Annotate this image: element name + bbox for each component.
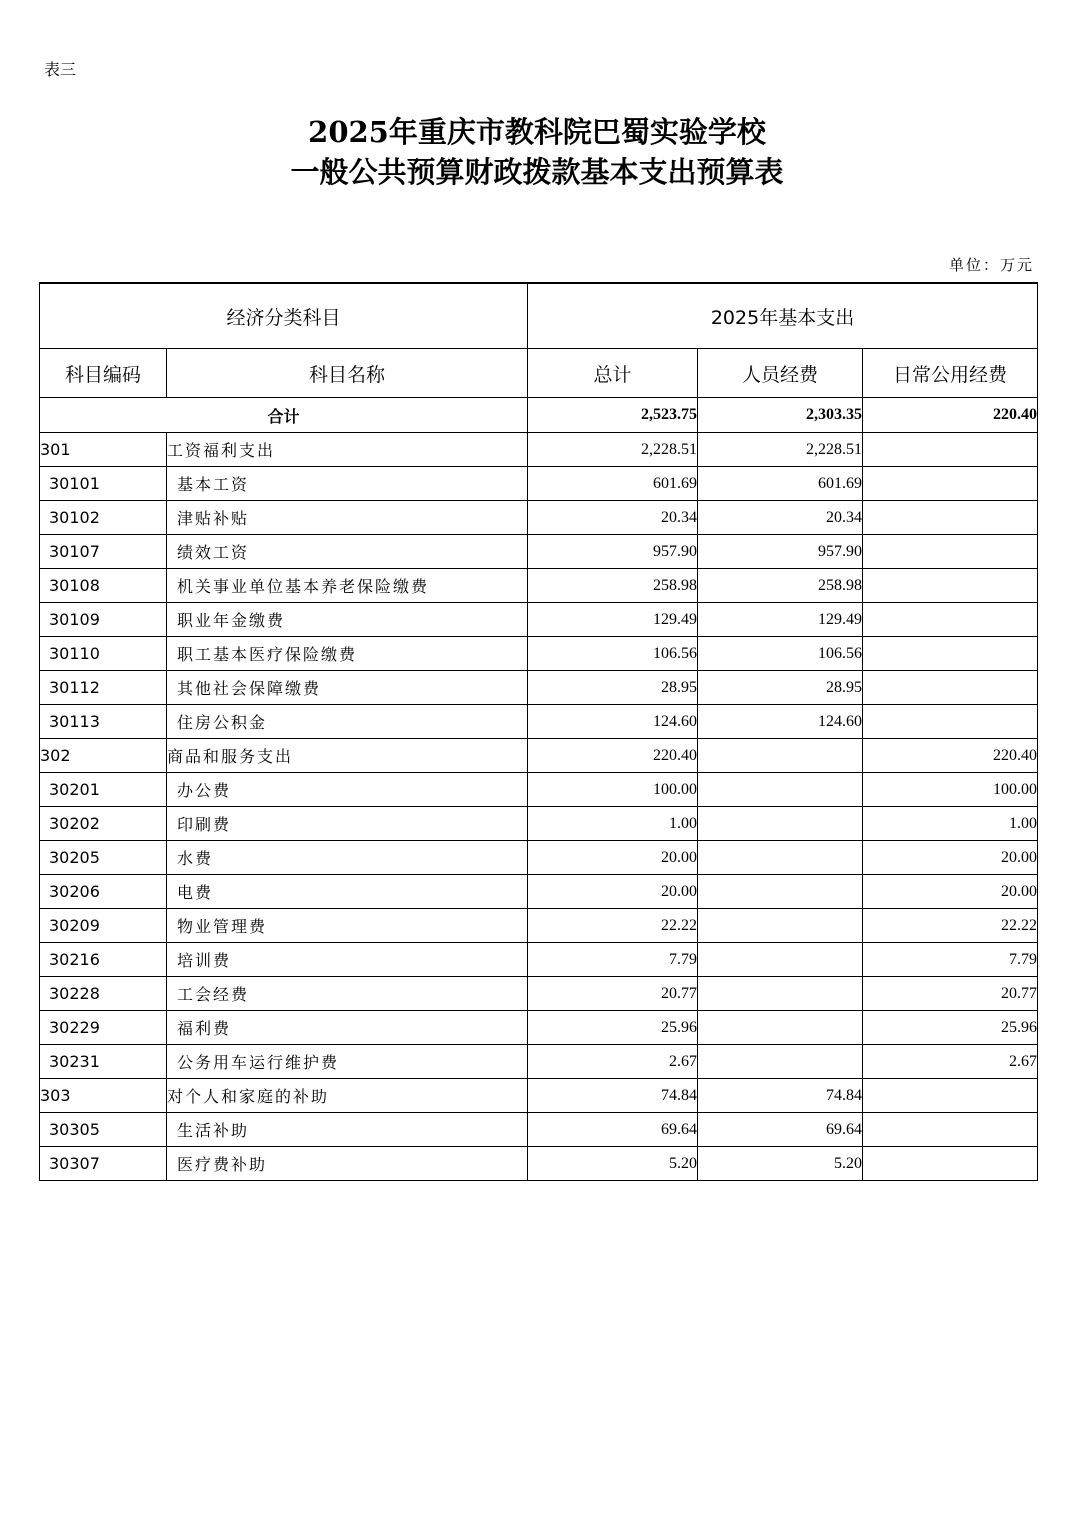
table-row	[40, 1147, 1038, 1181]
row-code: 301	[40, 433, 167, 467]
row-public: 20.00	[863, 841, 1038, 875]
row-code: 30109	[40, 603, 167, 637]
header-public: 日常公用经费	[863, 349, 1038, 398]
table-row	[40, 569, 1038, 603]
row-total: 25.96	[528, 1011, 698, 1045]
table-row	[40, 739, 1038, 773]
row-public	[863, 1113, 1038, 1147]
row-public	[863, 603, 1038, 637]
row-total: 106.56	[528, 637, 698, 671]
table-row	[40, 637, 1038, 671]
row-personnel	[698, 773, 863, 807]
header-name: 科目名称	[167, 349, 528, 398]
row-personnel	[698, 1045, 863, 1079]
row-code: 30228	[40, 977, 167, 1011]
table-row	[40, 807, 1038, 841]
row-personnel: 129.49	[698, 603, 863, 637]
row-personnel: 106.56	[698, 637, 863, 671]
row-personnel	[698, 909, 863, 943]
table-row	[40, 1113, 1038, 1147]
table-row	[40, 943, 1038, 977]
table-row	[40, 875, 1038, 909]
table-row	[40, 467, 1038, 501]
row-code: 30229	[40, 1011, 167, 1045]
header-basic-expenditure: 2025年基本支出	[528, 283, 1038, 349]
row-personnel: 5.20	[698, 1147, 863, 1181]
row-name: 商品和服务支出	[167, 739, 528, 773]
row-public	[863, 467, 1038, 501]
unit-label: 单位：万元	[948, 256, 1034, 274]
row-code: 30102	[40, 501, 167, 535]
row-name: 电费	[167, 875, 528, 909]
row-code: 30231	[40, 1045, 167, 1079]
row-name: 生活补助	[167, 1113, 528, 1147]
row-total: 100.00	[528, 773, 698, 807]
row-public: 22.22	[863, 909, 1038, 943]
table-row	[40, 1045, 1038, 1079]
total-personnel: 2,303.35	[698, 398, 863, 433]
row-personnel: 2,228.51	[698, 433, 863, 467]
row-total: 69.64	[528, 1113, 698, 1147]
page-title-line1: 2025年重庆市教科院巴蜀实验学校	[308, 115, 766, 149]
row-code: 303	[40, 1079, 167, 1113]
total-row	[40, 398, 1038, 433]
row-personnel	[698, 841, 863, 875]
row-personnel	[698, 977, 863, 1011]
table-row	[40, 841, 1038, 875]
row-code: 30113	[40, 705, 167, 739]
row-total: 258.98	[528, 569, 698, 603]
header-personnel: 人员经费	[698, 349, 863, 398]
row-code: 30107	[40, 535, 167, 569]
row-public: 25.96	[863, 1011, 1038, 1045]
row-total: 124.60	[528, 705, 698, 739]
row-code: 30202	[40, 807, 167, 841]
table-row	[40, 773, 1038, 807]
row-public	[863, 671, 1038, 705]
budget-table	[39, 282, 1038, 1181]
row-name: 工资福利支出	[167, 433, 528, 467]
row-public: 1.00	[863, 807, 1038, 841]
row-name: 职工基本医疗保险缴费	[167, 637, 528, 671]
row-personnel: 69.64	[698, 1113, 863, 1147]
row-total: 601.69	[528, 467, 698, 501]
row-total: 1.00	[528, 807, 698, 841]
row-total: 20.77	[528, 977, 698, 1011]
row-personnel: 601.69	[698, 467, 863, 501]
row-total: 2.67	[528, 1045, 698, 1079]
row-total: 20.34	[528, 501, 698, 535]
total-public: 220.40	[863, 398, 1038, 433]
row-name: 办公费	[167, 773, 528, 807]
row-public: 20.77	[863, 977, 1038, 1011]
row-personnel	[698, 1011, 863, 1045]
table-row	[40, 603, 1038, 637]
header-total: 总计	[528, 349, 698, 398]
row-public	[863, 569, 1038, 603]
row-name: 机关事业单位基本养老保险缴费	[167, 569, 528, 603]
page-title-line2: 一般公共预算财政拨款基本支出预算表	[290, 155, 784, 189]
row-public	[863, 1079, 1038, 1113]
row-public: 220.40	[863, 739, 1038, 773]
table-row	[40, 1011, 1038, 1045]
row-total: 7.79	[528, 943, 698, 977]
row-code: 30209	[40, 909, 167, 943]
row-personnel: 74.84	[698, 1079, 863, 1113]
row-total: 220.40	[528, 739, 698, 773]
row-code: 30206	[40, 875, 167, 909]
table-row	[40, 977, 1038, 1011]
row-total: 129.49	[528, 603, 698, 637]
row-code: 30108	[40, 569, 167, 603]
row-name: 公务用车运行维护费	[167, 1045, 528, 1079]
row-total: 5.20	[528, 1147, 698, 1181]
row-public	[863, 501, 1038, 535]
row-code: 30305	[40, 1113, 167, 1147]
row-total: 20.00	[528, 841, 698, 875]
table-row	[40, 1079, 1038, 1113]
row-name: 基本工资	[167, 467, 528, 501]
row-name: 水费	[167, 841, 528, 875]
row-name: 物业管理费	[167, 909, 528, 943]
row-total: 2,228.51	[528, 433, 698, 467]
header-code: 科目编码	[40, 349, 167, 398]
row-personnel	[698, 875, 863, 909]
row-public: 7.79	[863, 943, 1038, 977]
row-public: 20.00	[863, 875, 1038, 909]
row-personnel: 28.95	[698, 671, 863, 705]
row-public	[863, 705, 1038, 739]
row-public	[863, 637, 1038, 671]
row-name: 印刷费	[167, 807, 528, 841]
header-column-row	[40, 349, 1038, 398]
row-code: 302	[40, 739, 167, 773]
row-total: 957.90	[528, 535, 698, 569]
row-name: 住房公积金	[167, 705, 528, 739]
table-row	[40, 535, 1038, 569]
row-code: 30216	[40, 943, 167, 977]
row-name: 工会经费	[167, 977, 528, 1011]
row-personnel: 957.90	[698, 535, 863, 569]
table-row	[40, 705, 1038, 739]
row-personnel	[698, 943, 863, 977]
row-code: 30205	[40, 841, 167, 875]
row-code: 30307	[40, 1147, 167, 1181]
row-public	[863, 535, 1038, 569]
row-name: 福利费	[167, 1011, 528, 1045]
row-personnel	[698, 739, 863, 773]
row-public: 2.67	[863, 1045, 1038, 1079]
row-code: 30101	[40, 467, 167, 501]
row-personnel: 124.60	[698, 705, 863, 739]
row-name: 医疗费补助	[167, 1147, 528, 1181]
table-row	[40, 433, 1038, 467]
header-group-row	[40, 283, 1038, 349]
row-personnel	[698, 807, 863, 841]
table-row	[40, 671, 1038, 705]
document-label: 表三	[44, 60, 77, 79]
row-total: 22.22	[528, 909, 698, 943]
row-name: 培训费	[167, 943, 528, 977]
row-name: 职业年金缴费	[167, 603, 528, 637]
row-name: 对个人和家庭的补助	[167, 1079, 528, 1113]
row-code: 30201	[40, 773, 167, 807]
row-name: 其他社会保障缴费	[167, 671, 528, 705]
row-personnel: 20.34	[698, 501, 863, 535]
row-total: 74.84	[528, 1079, 698, 1113]
row-personnel: 258.98	[698, 569, 863, 603]
row-public	[863, 1147, 1038, 1181]
table-row	[40, 501, 1038, 535]
total-label: 合计	[40, 398, 528, 433]
table-row	[40, 909, 1038, 943]
row-code: 30112	[40, 671, 167, 705]
total-total: 2,523.75	[528, 398, 698, 433]
row-code: 30110	[40, 637, 167, 671]
row-name: 津贴补贴	[167, 501, 528, 535]
row-name: 绩效工资	[167, 535, 528, 569]
row-public	[863, 433, 1038, 467]
row-total: 28.95	[528, 671, 698, 705]
header-economic-classification: 经济分类科目	[40, 283, 528, 349]
row-total: 20.00	[528, 875, 698, 909]
row-public: 100.00	[863, 773, 1038, 807]
